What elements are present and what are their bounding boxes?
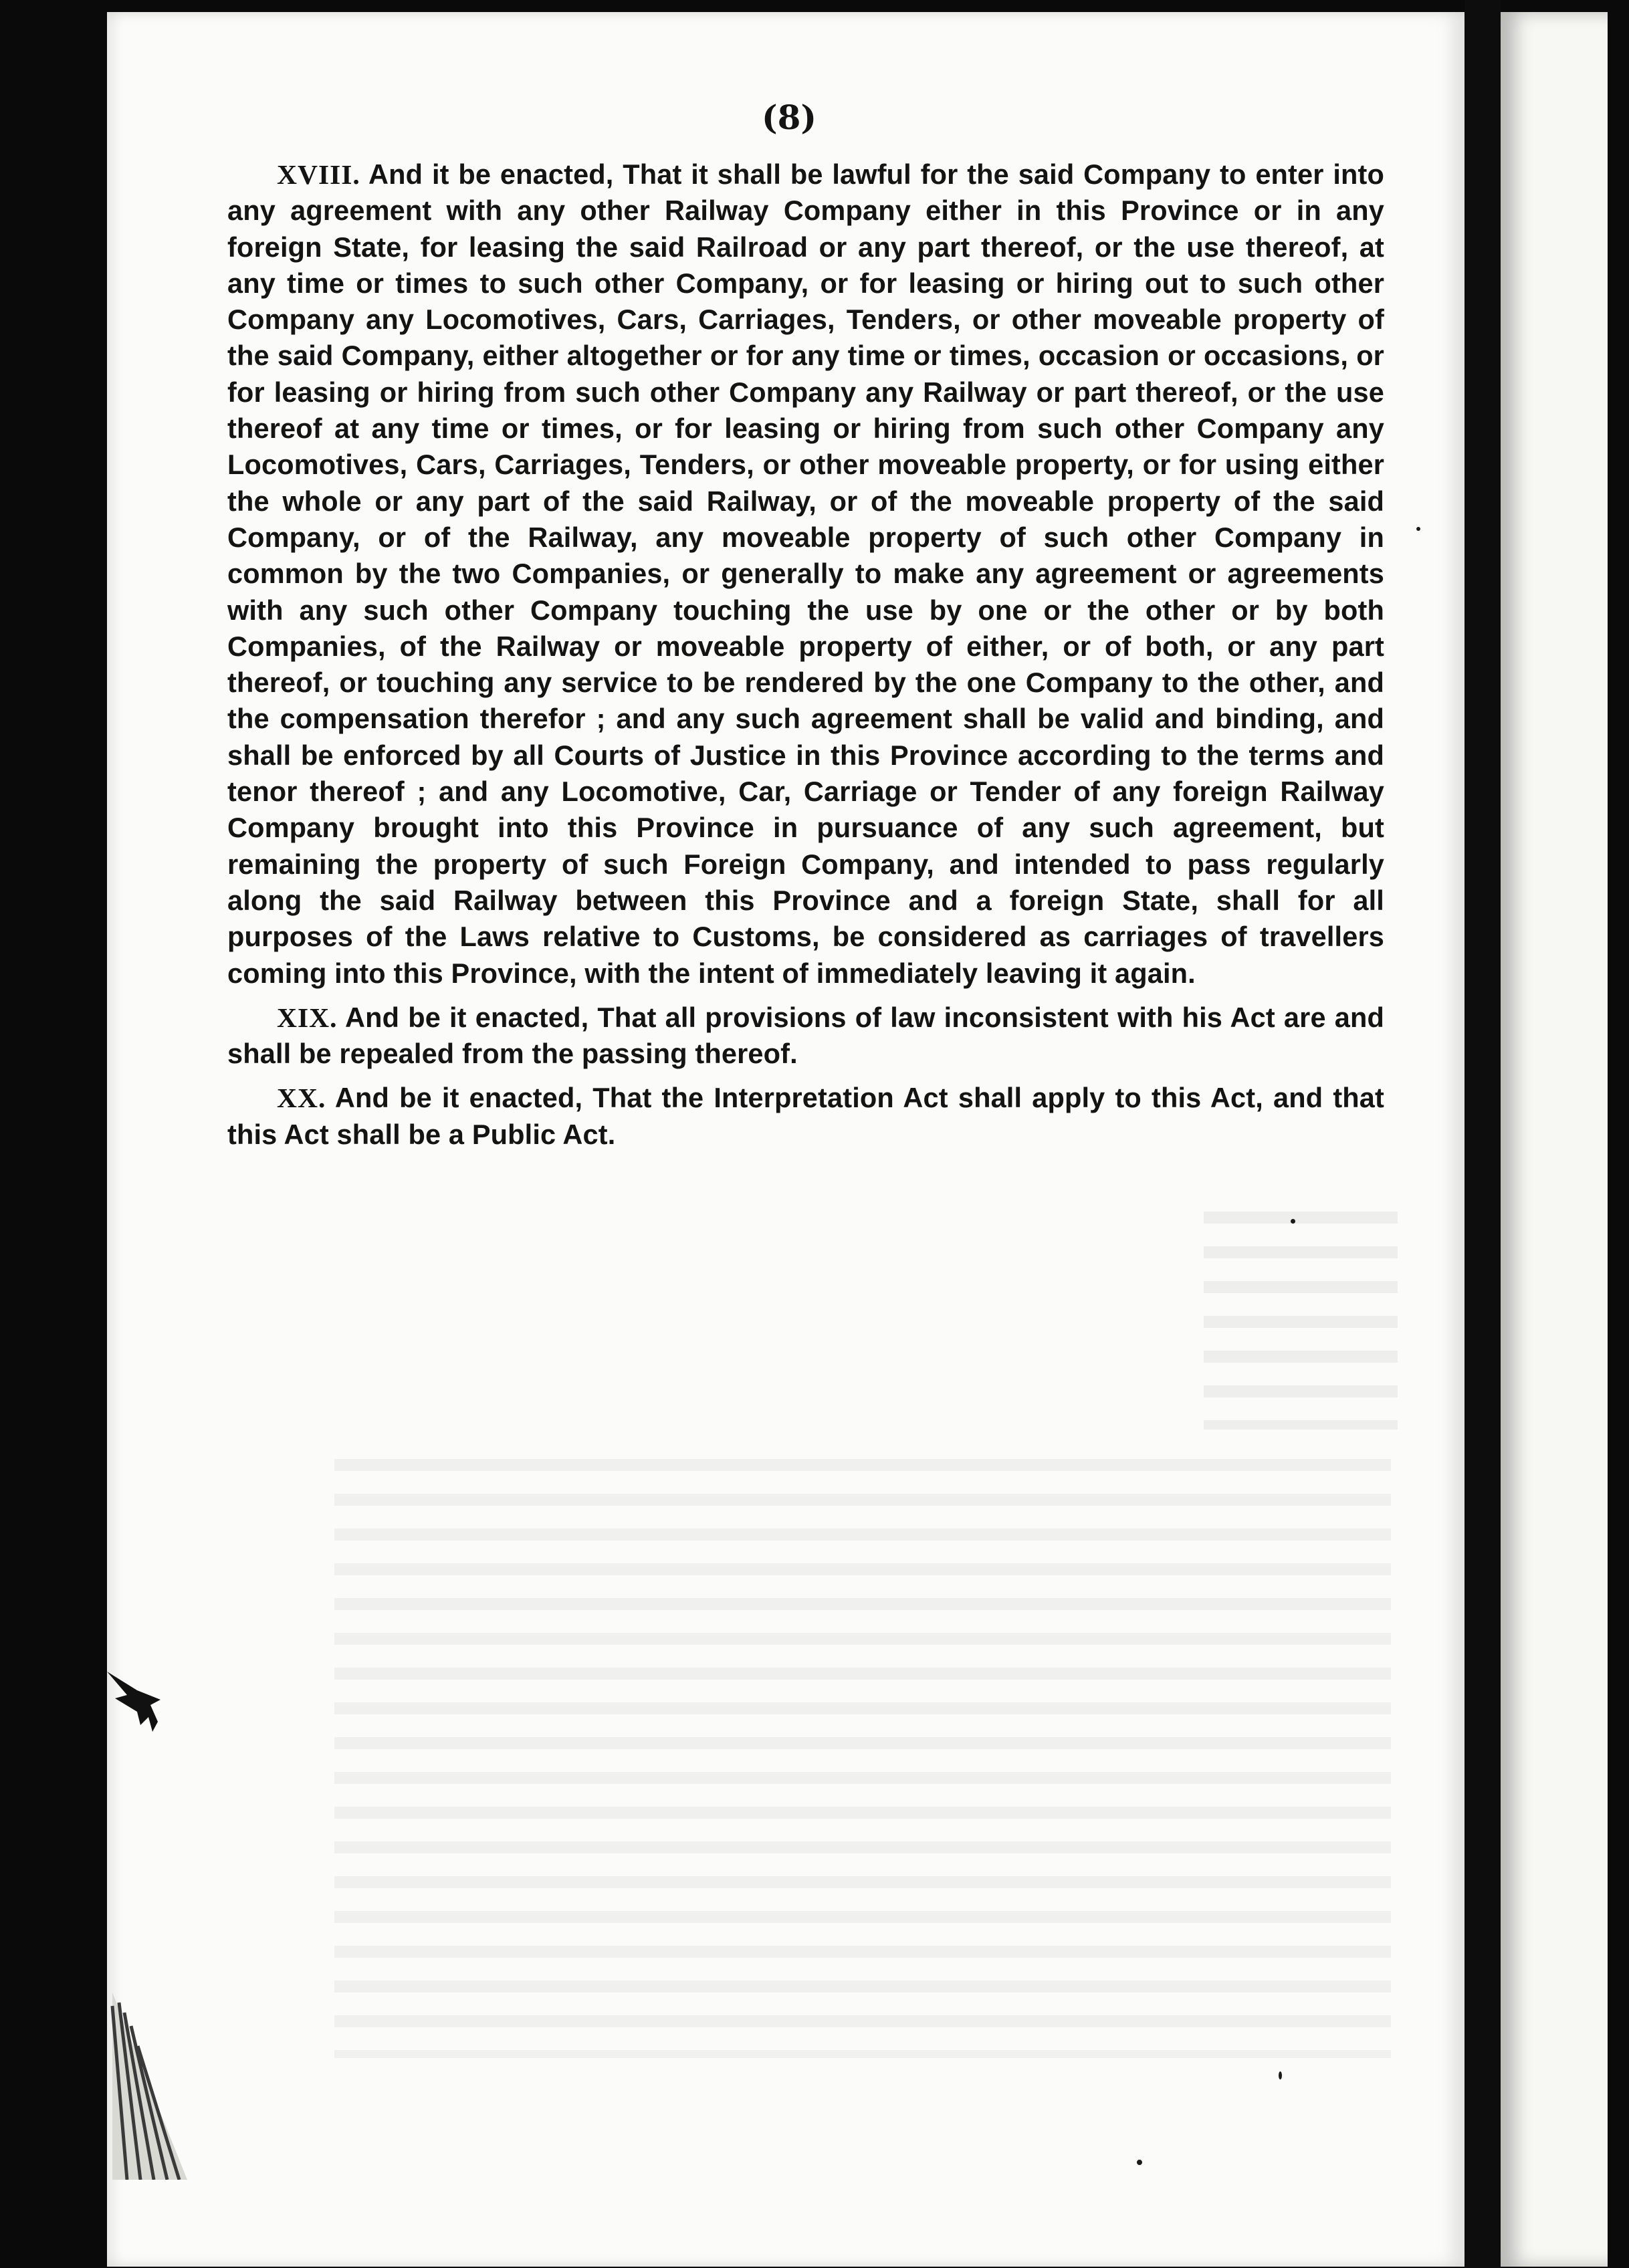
document-page bbox=[107, 12, 1464, 2267]
speck bbox=[1137, 2160, 1142, 2165]
section-body: And it be enacted, That it shall be lawful for the said Company to enter into any agreement with any other Railway Company either in this Province or in any foreign State, for leasing the said Railroad or any part thereof, or the use thereof, at any time or times to such other Company, or for leasing or hiring out to such other Company any Locomotives, Cars, Carriages, Tenders, or other moveable property of the said Company, either altogether or for any time or times, occasion or occasions, or for leasing or hiring from such other Company any Railway or part thereof, or the use thereof at any time or times, or for leasing or hiring from such other Company any Locomotives, Cars, Carriages, Tenders, or other moveable property, or for using either the whole or any part of the said Railway, or of the moveable property of the said Company, or of the Railway, any moveable property of such other Company in common by the two Companies, or generally to make any agreement or agreements with any such other Company touching the use by one or the other or by both Companies, of the Railway or moveable property of either, or of both, or any part thereof, or touching any service to be rendered by the one Company to the other, and the compensation therefor ; and any such agreement shall be valid and binding, and shall be enforced by all Courts of Justice in this Province according to the terms and tenor thereof ; and any Locomotive, Car, Carriage or Tender of any foreign Railway Company brought into this Province in pursuance of any such agreement, but remaining the property of such Foreign Company, and intended to pass regularly along the said Railway between this Province and a foreign State, shall for all purposes of the Laws relative to Customs, be considered as carriages of travellers coming into this Province, with the intent of immediately leaving it again. bbox=[227, 158, 1384, 989]
section-19 bbox=[227, 1000, 1384, 1072]
binding-gutter bbox=[1464, 0, 1501, 2268]
section-20 bbox=[227, 1080, 1384, 1153]
facing-page-edge bbox=[1501, 12, 1608, 2267]
speck bbox=[1279, 2071, 1282, 2079]
reverse-side-bleed-through-upper bbox=[1204, 1189, 1398, 1430]
folded-corner-icon bbox=[100, 1993, 207, 2180]
section-18 bbox=[227, 156, 1384, 992]
page-number: (8) bbox=[761, 98, 817, 137]
section-number: XIX. bbox=[277, 1002, 338, 1033]
statute-text bbox=[227, 156, 1384, 1161]
section-number: XX. bbox=[277, 1083, 326, 1114]
speck bbox=[1416, 527, 1420, 531]
section-body: And be it enacted, That all provisions of law inconsistent with his Act are and shall be repealed from the passing thereof. bbox=[227, 1001, 1384, 1070]
section-body: And be it enacted, That the Interpretation Act shall apply to this Act, and that this Act shall be a Public Act. bbox=[227, 1082, 1384, 1150]
reverse-side-bleed-through bbox=[334, 1436, 1391, 2058]
speck bbox=[1291, 1219, 1295, 1224]
page-edge-tear-icon bbox=[100, 1658, 201, 1752]
section-number: XVIII. bbox=[277, 159, 360, 190]
